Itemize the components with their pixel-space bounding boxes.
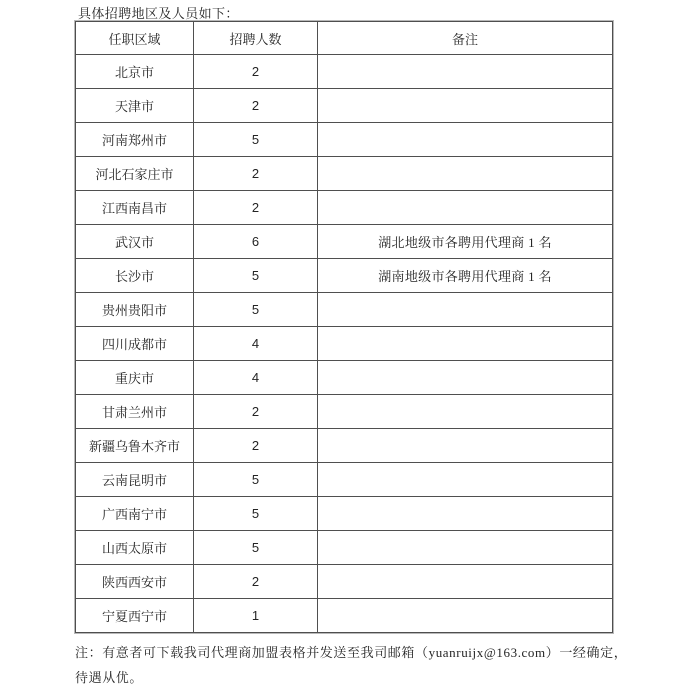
remark-cell	[318, 89, 613, 123]
table-row	[76, 191, 613, 225]
count-cell: 5	[194, 463, 318, 497]
region-cell: 陕西西安市	[76, 565, 194, 599]
count-cell: 4	[194, 327, 318, 361]
region-cell: 武汉市	[76, 225, 194, 259]
table-row	[76, 157, 613, 191]
count-cell: 5	[194, 497, 318, 531]
table-row	[76, 497, 613, 531]
region-cell: 四川成都市	[76, 327, 194, 361]
remark-cell	[318, 157, 613, 191]
table-header-row	[76, 22, 613, 55]
remark-cell: 湖南地级市各聘用代理商 1 名	[318, 259, 613, 293]
footer-note-line-1: 注：有意者可下载我司代理商加盟表格并发送至我司邮箱（yuanruijx@163.com）一经确定，	[75, 645, 628, 660]
remark-cell	[318, 361, 613, 395]
table-row	[76, 599, 613, 633]
remark-cell	[318, 55, 613, 89]
table-row	[76, 361, 613, 395]
count-cell: 2	[194, 55, 318, 89]
column-header-count: 招聘人数	[194, 22, 318, 55]
region-cell: 河北石家庄市	[76, 157, 194, 191]
table-row	[76, 531, 613, 565]
table-row	[76, 463, 613, 497]
table-row	[76, 429, 613, 463]
count-cell: 5	[194, 123, 318, 157]
column-header-remark: 备注	[318, 22, 613, 55]
remark-cell	[318, 327, 613, 361]
remark-cell	[318, 429, 613, 463]
count-cell: 2	[194, 565, 318, 599]
table-row	[76, 225, 613, 259]
count-cell: 4	[194, 361, 318, 395]
region-cell: 新疆乌鲁木齐市	[76, 429, 194, 463]
region-cell: 甘肃兰州市	[76, 395, 194, 429]
count-cell: 1	[194, 599, 318, 633]
count-cell: 2	[194, 89, 318, 123]
table-row	[76, 293, 613, 327]
table-row	[76, 55, 613, 89]
table-row	[76, 327, 613, 361]
column-header-region: 任职区域	[76, 22, 194, 55]
region-cell: 天津市	[76, 89, 194, 123]
remark-cell	[318, 293, 613, 327]
region-cell: 河南郑州市	[76, 123, 194, 157]
count-cell: 2	[194, 429, 318, 463]
remark-cell	[318, 531, 613, 565]
remark-cell	[318, 395, 613, 429]
table-row	[76, 89, 613, 123]
remark-cell	[318, 599, 613, 633]
region-cell: 北京市	[76, 55, 194, 89]
region-cell: 江西南昌市	[76, 191, 194, 225]
region-cell: 山西太原市	[76, 531, 194, 565]
count-cell: 2	[194, 191, 318, 225]
table-row	[76, 123, 613, 157]
table-row	[76, 565, 613, 599]
count-cell: 2	[194, 157, 318, 191]
region-cell: 贵州贵阳市	[76, 293, 194, 327]
count-cell: 6	[194, 225, 318, 259]
count-cell: 5	[194, 531, 318, 565]
remark-cell	[318, 565, 613, 599]
table-row	[76, 259, 613, 293]
region-cell: 宁夏西宁市	[76, 599, 194, 633]
count-cell: 2	[194, 395, 318, 429]
region-cell: 长沙市	[76, 259, 194, 293]
remark-cell	[318, 497, 613, 531]
table-row	[76, 395, 613, 429]
count-cell: 5	[194, 293, 318, 327]
remark-cell	[318, 191, 613, 225]
region-cell: 云南昆明市	[76, 463, 194, 497]
remark-cell: 湖北地级市各聘用代理商 1 名	[318, 225, 613, 259]
page-title: 具体招聘地区及人员如下：	[78, 6, 239, 21]
count-cell: 5	[194, 259, 318, 293]
footer-note-line-2: 待遇从优。	[75, 670, 144, 685]
region-cell: 重庆市	[76, 361, 194, 395]
region-cell: 广西南宁市	[76, 497, 194, 531]
remark-cell	[318, 123, 613, 157]
recruitment-table	[75, 21, 613, 633]
remark-cell	[318, 463, 613, 497]
